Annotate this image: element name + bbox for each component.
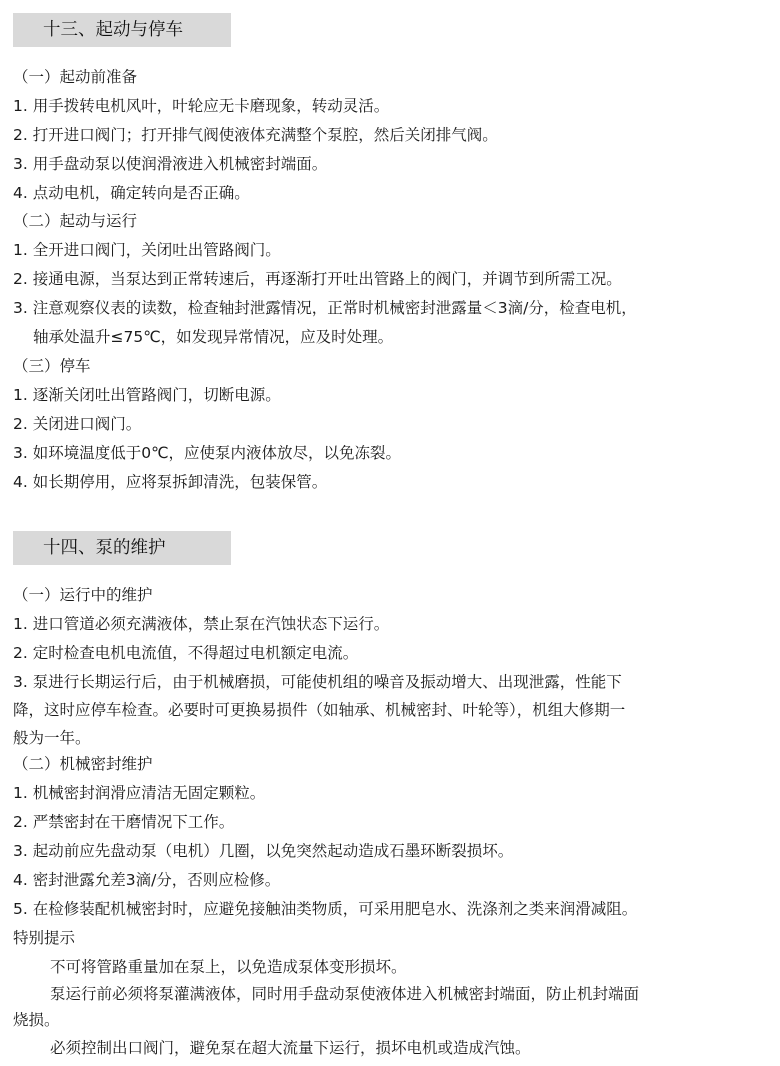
list-item: 3. 起动前应先盘动泵（电机）几圈，以免突然起动造成石墨环断裂损坏。 <box>13 842 514 860</box>
list-item: 1. 全开进口阀门，关闭吐出管路阀门。 <box>13 241 281 259</box>
special-notice-heading: 特别提示 <box>13 929 76 947</box>
notice-item: 泵运行前必须将泵灌满液体，同时用手盘动泵使液体进入机械密封端面，防止机封端面 <box>50 985 640 1003</box>
notice-item: 必须控制出口阀门，避免泵在超大流量下运行，损坏电机或造成汽蚀。 <box>50 1039 531 1057</box>
subheading-running-maintenance: （一）运行中的维护 <box>13 586 153 604</box>
list-item: 2. 接通电源，当泵达到正常转速后，再逐渐打开吐出管路上的阀门，并调节到所需工况。 <box>13 270 622 288</box>
list-item-continuation: 般为一年。 <box>13 729 91 747</box>
subheading-startup-run: （二）起动与运行 <box>13 212 138 230</box>
list-item-continuation: 降，这时应停车检查。必要时可更换易损件（如轴承、机械密封、叶轮等），机组大修期一 <box>13 701 626 719</box>
list-item: 3. 如环境温度低于0℃，应使泵内液体放尽，以免冻裂。 <box>13 444 401 462</box>
section-14-heading: 十四、泵的维护 <box>13 531 231 565</box>
list-item: 3. 泵进行长期运行后，由于机械磨损，可能使机组的噪音及振动增大、出现泄露，性能下 <box>13 673 622 691</box>
notice-item-continuation: 烧损。 <box>13 1011 60 1029</box>
subheading-seal-maintenance: （二）机械密封维护 <box>13 755 153 773</box>
list-item-continuation: 轴承处温升≤75℃，如发现异常情况，应及时处理。 <box>33 328 394 346</box>
list-item: 2. 定时检查电机电流值，不得超过电机额定电流。 <box>13 644 359 662</box>
list-item: 1. 用手拨转电机风叶，叶轮应无卡磨现象，转动灵活。 <box>13 97 390 115</box>
list-item: 2. 严禁密封在干磨情况下工作。 <box>13 813 235 831</box>
list-item: 1. 机械密封润滑应清洁无固定颗粒。 <box>13 784 266 802</box>
list-item: 4. 密封泄露允差3滴/分，否则应检修。 <box>13 871 281 889</box>
list-item: 1. 进口管道必须充满液体，禁止泵在汽蚀状态下运行。 <box>13 615 390 633</box>
list-item: 2. 关闭进口阀门。 <box>13 415 142 433</box>
subheading-stop: （三）停车 <box>13 357 91 375</box>
list-item: 1. 逐渐关闭吐出管路阀门，切断电源。 <box>13 386 281 404</box>
subheading-startup-prep: （一）起动前准备 <box>13 68 138 86</box>
section-13-heading: 十三、起动与停车 <box>13 13 231 47</box>
list-item: 3. 用手盘动泵以使润滑液进入机械密封端面。 <box>13 155 328 173</box>
list-item: 4. 点动电机，确定转向是否正确。 <box>13 184 250 202</box>
list-item: 3. 注意观察仪表的读数，检查轴封泄露情况，正常时机械密封泄露量＜3滴/分，检查电机， <box>13 299 637 317</box>
notice-item: 不可将管路重量加在泵上，以免造成泵体变形损坏。 <box>50 958 407 976</box>
list-item: 2. 打开进口阀门；打开排气阀使液体充满整个泵腔，然后关闭排气阀。 <box>13 126 498 144</box>
list-item: 4. 如长期停用，应将泵拆卸清洗，包装保管。 <box>13 473 328 491</box>
list-item: 5. 在检修装配机械密封时，应避免接触油类物质，可采用肥皂水、洗涤剂之类来润滑减阻。 <box>13 900 638 918</box>
